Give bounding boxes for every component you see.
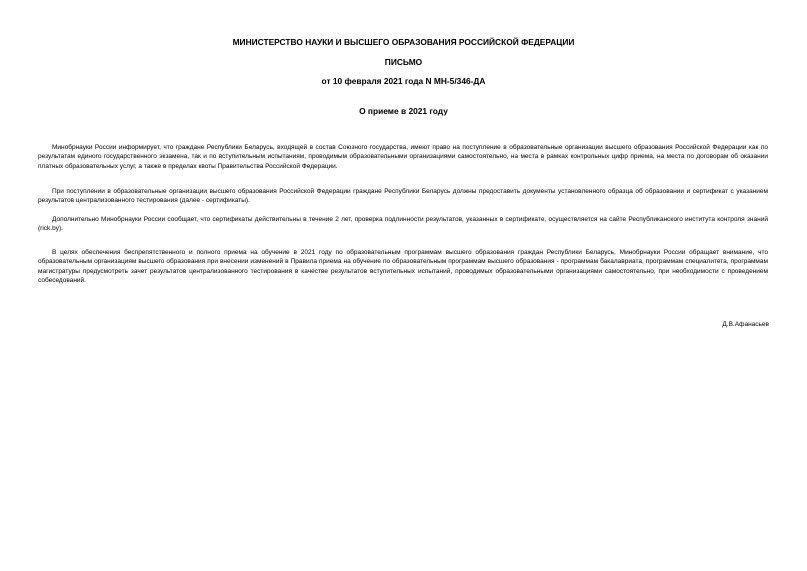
paragraph: Дополнительно Минобрнауки России сообщает, что сертификаты действительны в течение 2 лет, проверка подлинности результатов, указанных в сертификате, осуществляется на сайте Республиканского института контроля знаний (rick.by). bbox=[38, 216, 768, 233]
document-date-number: от 10 февраля 2021 года N МН-5/346-ДА bbox=[321, 76, 486, 86]
ministry-heading: МИНИСТЕРСТВО НАУКИ И ВЫСШЕГО ОБРАЗОВАНИЯ РОССИЙСКОЙ ФЕДЕРАЦИИ bbox=[232, 37, 575, 47]
paragraph: Минобрнауки России информирует, что граждане Республики Беларусь, входящей в состав Союзного государства, имеют право на поступление в образовательные организации высшего образования Российской Федерации как по результатам единого государственного экзамена, так и по вступительным испытаниям, проводимым образовательными организациями самостоятельно, на места в рамках контрольных цифр приема, на места по договорам об оказании платных образовательных услуг, а также в пределах квоты Правительства Российской Федерации. bbox=[38, 144, 768, 170]
paragraph: В целях обеспечения беспрепятственного и полного приема на обучение в 2021 году по образовательным программам высшего образования граждан Республики Беларусь, Минобрнауки России обращает внимание, что образовательным организациям высшего образования при внесении изменений в Правила приема на обучение по образовательным программам высшего образования - программам бакалавриата, программам специалитета, программам магистратуры предусмотреть зачет результатов централизованного тестирования в качестве результатов вступительных испытаний, проводимых образовательными организациями самостоятельно, при необходимости с проведением собеседований. bbox=[38, 249, 768, 284]
paragraph: При поступлении в образовательные организации высшего образования Российской Федерации граждане Республики Беларусь должны предоставить документы установленного образца об образовании и сертификат с указанием результатов централизованного тестирования (далее - сертификаты). bbox=[38, 188, 768, 205]
document-type: ПИСЬМО bbox=[384, 57, 423, 67]
signature-name: Д.В.Афанасьев bbox=[722, 321, 769, 328]
document-subject: О приеме в 2021 году bbox=[359, 106, 448, 116]
